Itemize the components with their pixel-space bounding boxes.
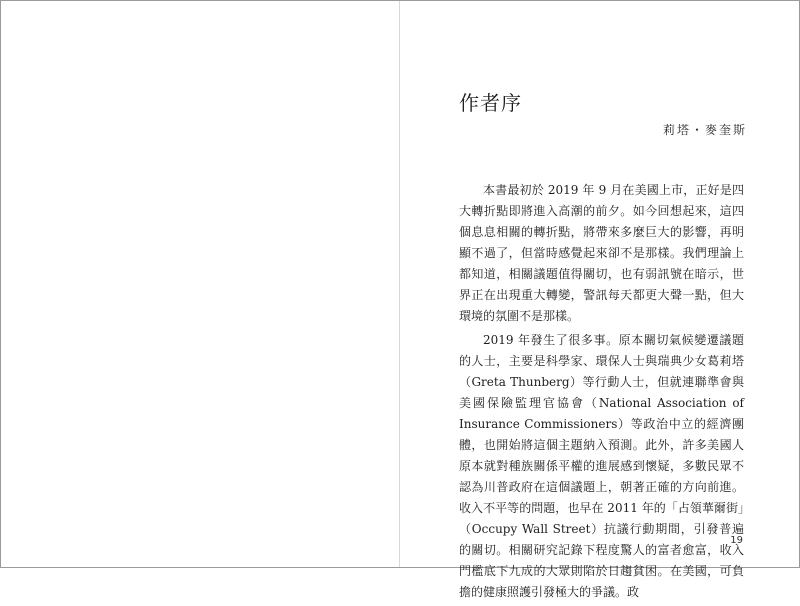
paragraph-1: 本書最初於 2019 年 9 月在美國上市，正好是四大轉折點即將進入高潮的前夕。如今回想起來，這四個息息相關的轉折點，將帶來多麼巨大的影響，再明顯不過了，但當時感覺起來卻不是那樣。我們理論上都知道，相關議題值得關切，也有弱訊號在暗示，世界正在出現重大轉變，警訊每天都更大聲一點，但大環境的氛圍不是那樣。: [459, 183, 744, 323]
left-page-blank: [1, 1, 400, 567]
paragraph-2: 2019 年發生了很多事。原本關切氣候變遷議題的人士，主要是科學家、環保人士與瑞典少女葛莉塔（Greta Thunberg）等行動人士，但就連聯準會與美國保險監理官協會（National Association of Insurance Commissioners）等政治中立的經濟團體，也開始將這個主題納入預測。此外，許多美國人原本就對種族關係平權的進展感到懷疑，多數民眾不認為川普政府在這個議題上，朝著正確的方向前進。收入不平等的問題，也早在 2011 年的「占領華爾街」（Occupy Wall Street）抗議行動期間，引發普遍的關切。相關研究記錄下程度驚人的富者愈富，收入門檻底下九成的大眾則陷於日趨貧困。在美國，可負擔的健康照護引發極大的爭議。政: [459, 333, 744, 599]
author-name: 莉塔・麥奎斯: [662, 123, 747, 137]
chapter-title: 作者序: [459, 91, 522, 115]
right-page: [400, 1, 799, 599]
body-text: [459, 180, 744, 606]
page-number: 19: [730, 535, 743, 546]
